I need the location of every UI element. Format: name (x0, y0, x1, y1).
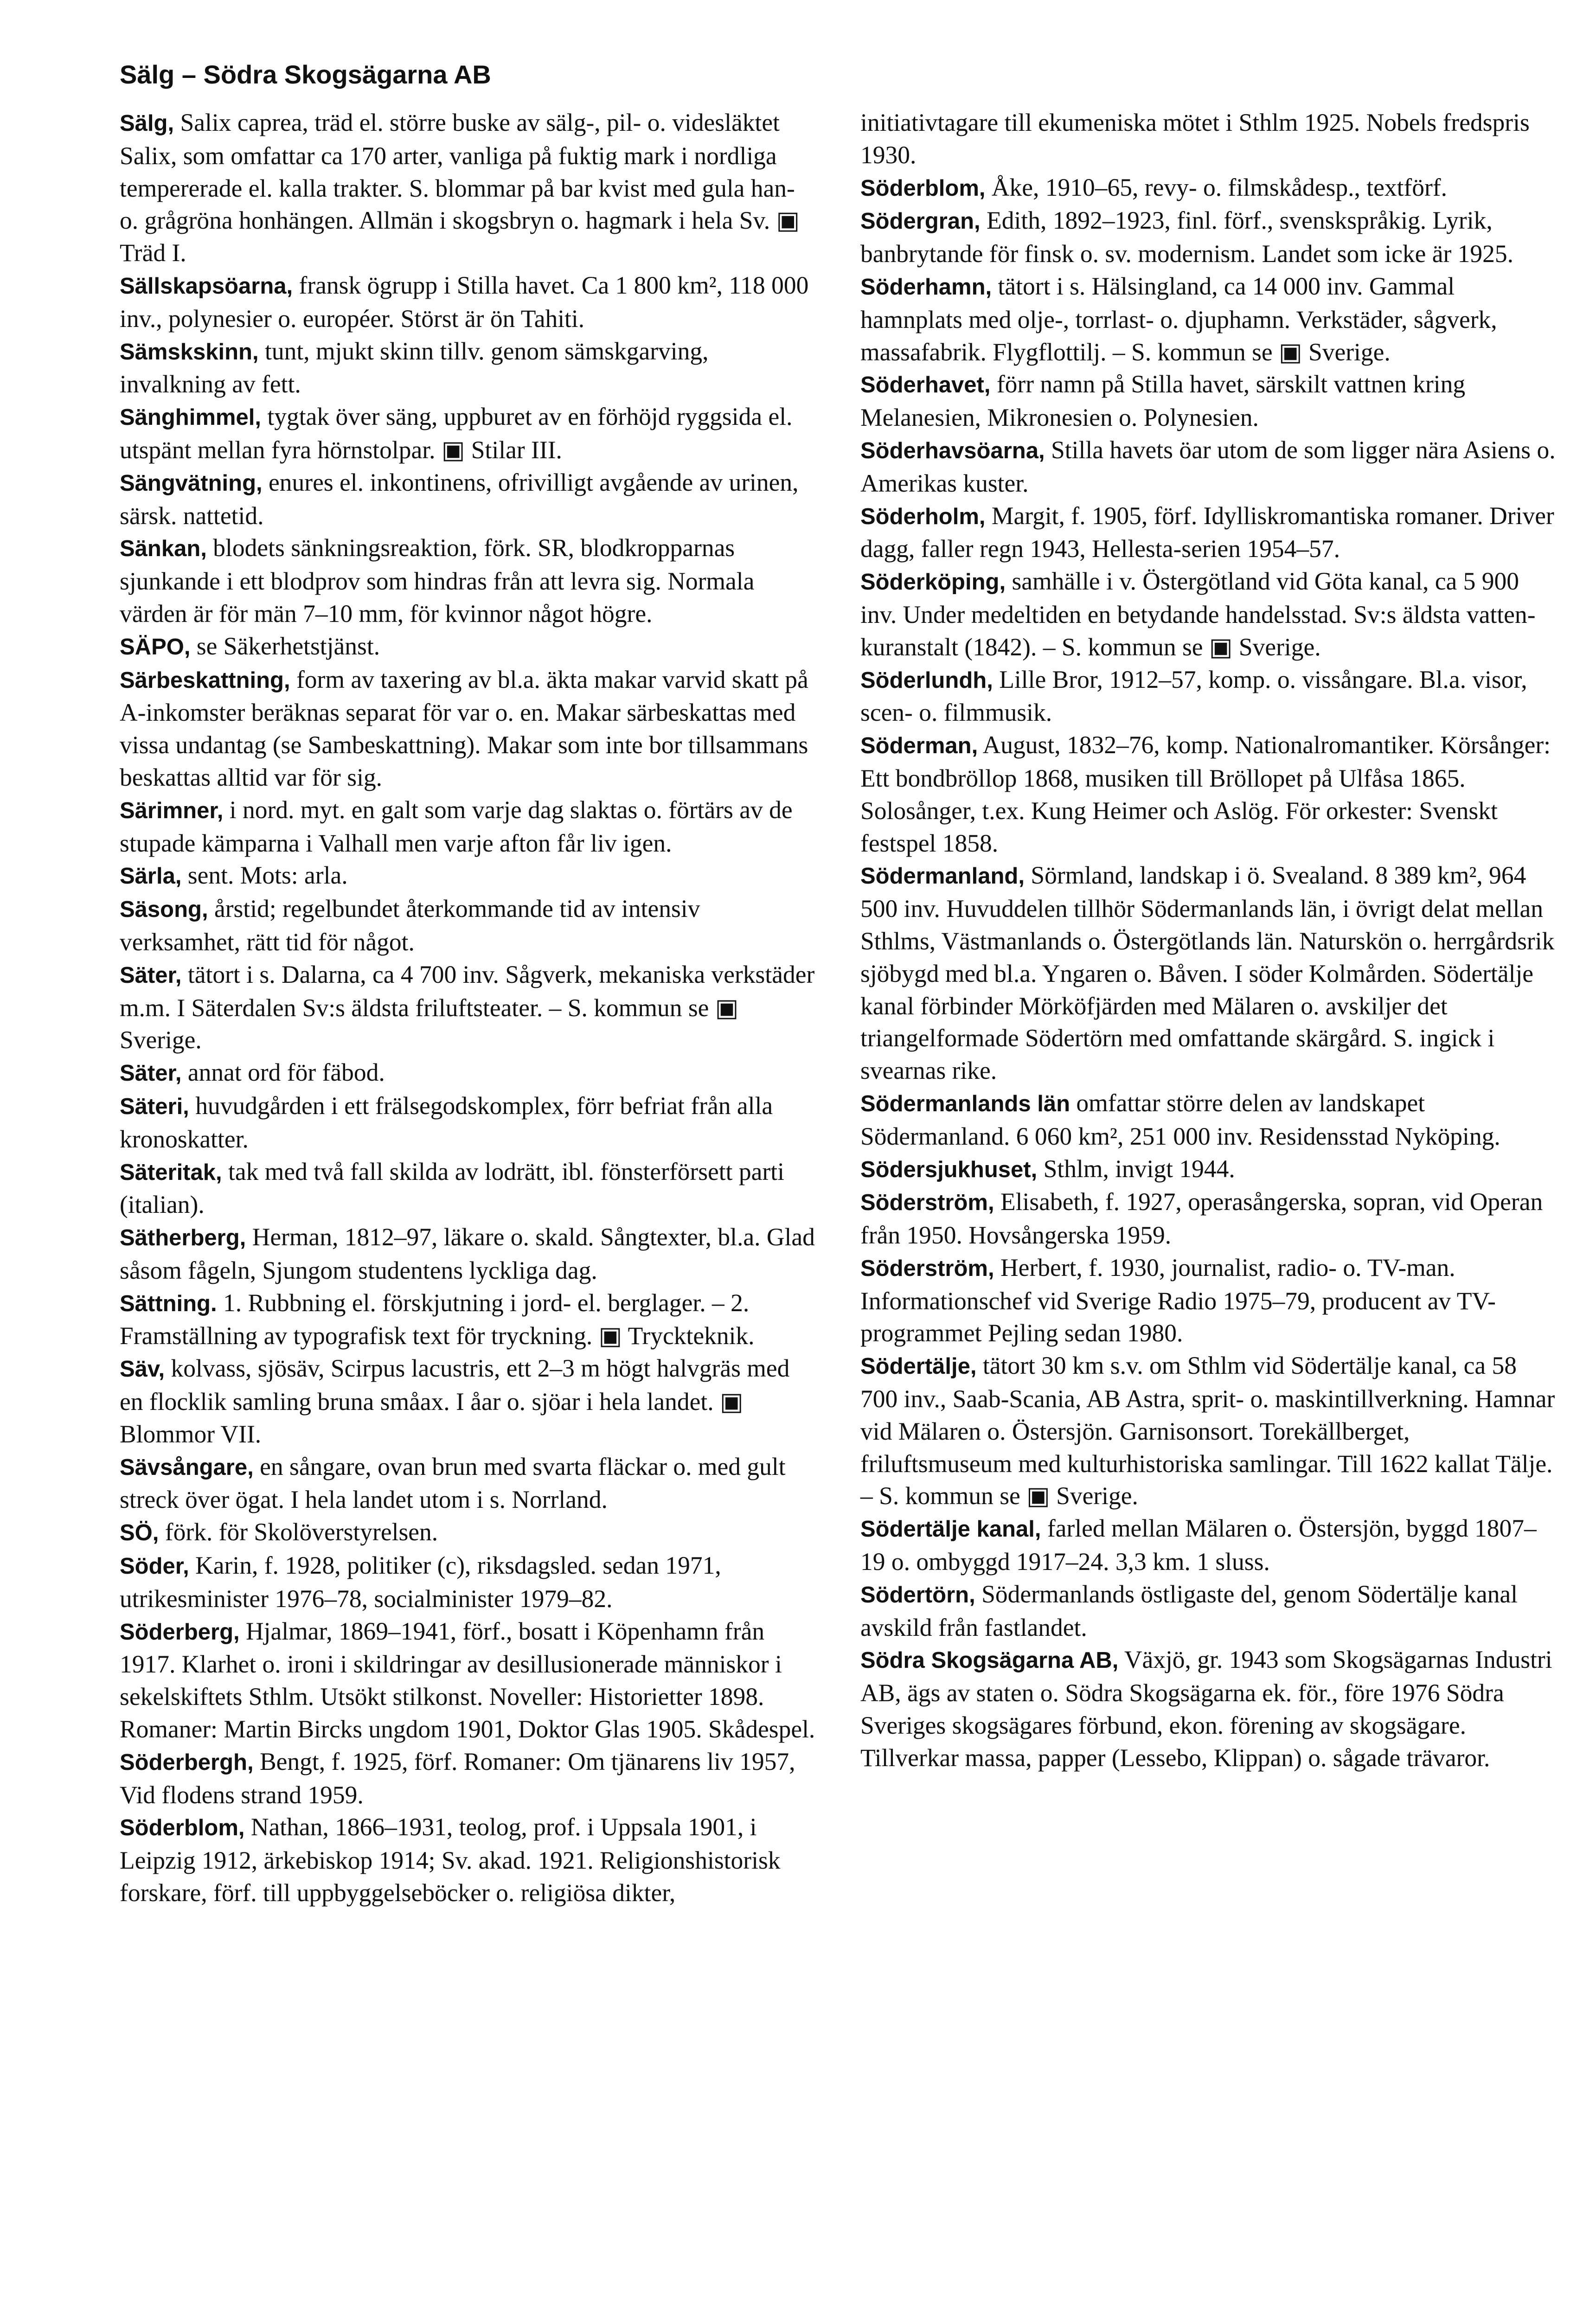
entry-headword: Söderberg, (120, 1619, 240, 1645)
dictionary-entry (120, 1811, 815, 1909)
dictionary-entry (860, 1350, 1556, 1512)
entry-headword: Sällskapsöarna, (120, 273, 293, 299)
dictionary-entry (120, 893, 815, 959)
dictionary-entry (860, 1186, 1556, 1252)
entry-text: Salix caprea, träd el. större buske av sälg-, pil- o. videsläktet Salix, som omfattar ca 170 arter, vanliga på fuktig mark i nordliga tempererade el. kalla trakter. S. blommar på bar kvist med gula han- o. grågröna honhängen. Allmän i skogsbryn o. hagmark i hela Sv. ▣ Träd I. (120, 109, 800, 267)
entry-text: huvudgården i ett frälsegodskomplex, förr befriat från alla kronoskatter. (120, 1091, 773, 1153)
dictionary-entry (120, 859, 815, 893)
dictionary-entry (860, 565, 1556, 663)
entry-headword: Söderström, (860, 1190, 994, 1216)
dictionary-entry (120, 467, 815, 532)
entry-text: Sörmland, landskap i ö. Svealand. 8 389 km², 964 500 inv. Huvuddelen tillhör Södermanlands län, i övrigt delat mellan Sthlms, Västmanlands o. Östergötlands län. Naturskön o. herrgårdsrik sjöbygd med bl.a. Yngaren o. Båven. I söder Kolmården. Södertälje kanal förbinder Mörköfjärden med Mälaren o. avskiljer det triangelformade Södertörn med omfattande skärgård. S. ingick i svearnas rike. (860, 861, 1555, 1085)
dictionary-entry (860, 859, 1556, 1087)
dictionary-entry (120, 1057, 815, 1090)
entry-text: enures el. inkontinens, ofrivilligt avgående av urinen, särsk. nattetid. (120, 468, 799, 530)
dictionary-entry (860, 729, 1556, 859)
entry-headword: Sänkan, (120, 536, 207, 562)
entry-headword: SÄPO, (120, 634, 191, 660)
entry-text: tunt, mjukt skinn tillv. genom sämskgarving, invalkning av fett. (120, 337, 709, 398)
entry-headword: Särbeskattning, (120, 667, 290, 693)
dictionary-entry (120, 401, 815, 467)
entry-text: initiativtagare till ekumeniska mötet i Sthlm 1925. Nobels fredspris 1930. (860, 109, 1530, 169)
entry-text: en sångare, ovan brun med svarta fläckar o. med gult streck över ögat. I hela landet utom i s. Norrland. (120, 1452, 786, 1514)
entry-text: Lille Bror, 1912–57, komp. o. vissångare. Bl.a. visor, scen- o. filmmusik. (860, 665, 1527, 727)
dictionary-entry (120, 959, 815, 1057)
dictionary-entry (860, 434, 1556, 500)
entry-headword: Söderköping, (860, 570, 1006, 595)
entry-text: fransk ögrupp i Stilla havet. Ca 1 800 km², 118 000 inv., polynesier o. européer. Störst är ön Tahiti. (120, 271, 809, 333)
entry-headword: Särla, (120, 864, 182, 889)
dictionary-entry (120, 107, 815, 269)
dictionary-entry (120, 1156, 815, 1222)
dictionary-entry (120, 269, 815, 335)
dictionary-entry (860, 172, 1556, 205)
entry-text: årstid; regelbundet återkommande tid av intensiv verksamhet, rätt tid för något. (120, 895, 700, 956)
entry-headword: Sängvätning, (120, 470, 263, 496)
entry-text: förk. för Skolöverstyrelsen. (159, 1518, 438, 1546)
entry-headword: Sänghimmel, (120, 405, 261, 430)
entry-text: samhälle i v. Östergötland vid Göta kanal, ca 5 900 inv. Under medeltiden en betydande handelsstad. Sv:s äldsta vattenkuranstalt (1842). – S. kommun se ▣ Sverige. (860, 567, 1536, 661)
entry-text: Hjalmar, 1869–1941, förf., bosatt i Köpenhamn från 1917. Klarhet o. ironi i skildringar av desillusionerade människor i sekelskiftets Sthlm. Utsökt stilkonst. Noveller: Historietter 1898. Romaner: Martin Bircks ungdom 1901, Doktor Glas 1905. Skådespel. (120, 1617, 815, 1743)
entry-text: Elisabeth, f. 1927, operasångerska, sopran, vid Operan från 1950. Hovsångerska 1959. (860, 1188, 1543, 1249)
dictionary-entry (860, 1252, 1556, 1350)
entry-text: Edith, 1892–1923, finl. förf., svenskspråkig. Lyrik, banbrytande för finsk o. sv. modernism. Landet som icke är 1925. (860, 206, 1514, 268)
entry-headword: Säsong, (120, 897, 208, 922)
entry-headword: Södertälje, (860, 1354, 977, 1379)
dictionary-entry (120, 1221, 815, 1287)
entry-headword: Söderblom, (120, 1815, 245, 1841)
dictionary-entry (860, 1153, 1556, 1186)
dictionary-entry (120, 1090, 815, 1156)
dictionary-entry (120, 335, 815, 401)
dictionary-entry (120, 630, 815, 664)
entry-text: Åke, 1910–65, revy- o. filmskådesp., textförf. (985, 173, 1448, 201)
dictionary-entry (860, 368, 1556, 434)
entry-headword: Södermanland, (860, 864, 1025, 889)
dictionary-entry (860, 205, 1556, 270)
entry-headword: Säv, (120, 1357, 165, 1382)
entry-text: Herbert, f. 1930, journalist, radio- o. TV-man. Informationschef vid Sverige Radio 1975–79, producent av TV-programmet Pejling sedan 1980. (860, 1253, 1496, 1347)
entry-text: omfattar större delen av landskapet Södermanland. 6 060 km², 251 000 inv. Residensstad Nyköping. (860, 1089, 1500, 1150)
entry-headword: Sävsångare, (120, 1454, 254, 1480)
entry-headword: Södertörn, (860, 1582, 975, 1608)
entry-headword: Söderlundh, (860, 667, 993, 693)
entry-text: sent. Mots: arla. (181, 861, 348, 890)
entry-text: se Säkerhetstjänst. (190, 632, 380, 660)
left-column (120, 107, 815, 1909)
entry-headword: Söderman, (860, 733, 978, 759)
entry-headword: Söderhavsöarna, (860, 438, 1045, 463)
entry-text: Bengt, f. 1925, förf. Romaner: Om tjänarens liv 1957, Vid flodens strand 1959. (120, 1747, 795, 1809)
dictionary-entry (860, 1644, 1556, 1774)
entry-headword: Söderhamn, (860, 274, 992, 300)
entry-headword: Säteritak, (120, 1160, 222, 1185)
entry-text: Växjö, gr. 1943 som Skogsägarnas Industri AB, ägs av staten o. Södra Skogsägarna ek. för., före 1976 Södra Sveriges skogsägares förbund, ekon. förening av skogsägare. Tillverkar massa, papper (Lessebo, Klippan) o. sågade trävaror. (860, 1646, 1552, 1772)
entry-text: Stilla havets öar utom de som ligger nära Asiens o. Amerikas kuster. (860, 436, 1556, 497)
entry-text: annat ord för fäbod. (181, 1058, 385, 1087)
entry-text: tätort i s. Dalarna, ca 4 700 inv. Sågverk, mekaniska verkstäder m.m. I Säterdalen Sv:s äldsta friluftsteater. – S. kommun se ▣ Sverige. (120, 960, 815, 1054)
entry-text: tätort 30 km s.v. om Sthlm vid Södertälje kanal, ca 58 700 inv., Saab-Scania, AB Astra, sprit- o. maskintillverkning. Hamnar vid Mälaren o. Östersjön. Garnisonsort. Torekällberget, friluftsmuseum med kulturhistoriska samlingar. Till 1622 kallat Tälje. – S. kommun se ▣ Sverige. (860, 1352, 1555, 1510)
dictionary-entry (860, 107, 1556, 172)
dictionary-entry (120, 1451, 815, 1517)
dictionary-entry (120, 664, 815, 794)
right-column (860, 107, 1556, 1774)
entry-text: i nord. myt. en galt som varje dag slaktas o. förtärs av de stupade kämparna i Valhall men varje afton får liv igen. (120, 795, 793, 857)
entry-text: 1. Rubbning el. förskjutning i jord- el. berglager. – 2. Framställning av typografisk text för tryckning. ▣ Tryckteknik. (120, 1288, 755, 1350)
entry-text: tygtak över säng, uppburet av en förhöjd ryggsida el. utspänt mellan fyra hörnstolpar. ▣ Stilar III. (120, 403, 793, 464)
entry-text: Herman, 1812–97, läkare o. skald. Sångtexter, bl.a. Glad såsom fågeln, Sjungom studentens lyckliga dag. (120, 1223, 815, 1284)
entry-headword: Särimner, (120, 798, 224, 823)
entry-text: Margit, f. 1905, förf. Idylliskromantiska romaner. Driver dagg, faller regn 1943, Hellesta-serien 1954–57. (860, 501, 1554, 563)
entry-text: tätort i s. Hälsingland, ca 14 000 inv. Gammal hamnplats med olje-, torrlast- o. djuphamn. Verkstäder, sågverk, massafabrik. Flygflottilj. – S. kommun se ▣ Sverige. (860, 272, 1497, 366)
dictionary-entry (860, 270, 1556, 368)
entry-headword: Sätherberg, (120, 1225, 246, 1251)
entry-headword: Säteri, (120, 1094, 189, 1119)
entry-text: Nathan, 1866–1931, teolog, prof. i Uppsala 1901, i Leipzig 1912, ärkebiskop 1914; Sv. akad. 1921. Religionshistorisk forskare, förf. till uppbyggelseböcker o. religiösa dikter, (120, 1813, 781, 1907)
entry-text: tak med två fall skilda av lodrätt, ibl. fönsterförsett parti (italian). (120, 1157, 784, 1219)
entry-headword: Sättning. (120, 1291, 217, 1316)
entry-headword: Söder, (120, 1554, 189, 1579)
dictionary-entry (120, 1516, 815, 1550)
entry-text: Södermanlands östligaste del, genom Södertälje kanal avskild från fastlandet. (860, 1580, 1518, 1641)
dictionary-entry (860, 664, 1556, 730)
dictionary-entry (120, 1287, 815, 1353)
entry-headword: Södermanlands län (860, 1091, 1070, 1116)
dictionary-entry (120, 532, 815, 630)
entry-headword: Säter, (120, 1061, 182, 1086)
entry-headword: Södersjukhuset, (860, 1157, 1038, 1182)
entry-text: kolvass, sjösäv, Scirpus lacustris, ett 2–3 m högt halvgräs med en flocklik samling bruna småax. I åar o. sjöar i hela landet. ▣ Blommor VII. (120, 1354, 790, 1448)
entry-headword: Sämskskinn, (120, 339, 259, 365)
dictionary-entry (120, 1352, 815, 1450)
dictionary-entry (120, 794, 815, 860)
entry-headword: SÖ, (120, 1520, 159, 1546)
entry-text: förr namn på Stilla havet, särskilt vattnen kring Melanesien, Mikronesien o. Polynesien. (860, 370, 1466, 432)
dictionary-entry (120, 1615, 815, 1746)
entry-headword: Söderblom, (860, 175, 986, 201)
dictionary-entry (860, 1578, 1556, 1644)
entry-headword: Södergran, (860, 209, 981, 234)
entry-text: farled mellan Mälaren o. Östersjön, byggd 1807–19 o. ombyggd 1917–24. 3,3 km. 1 sluss. (860, 1514, 1537, 1576)
entry-headword: Söderbergh, (120, 1749, 254, 1775)
entry-headword: Södra Skogsägarna AB, (860, 1648, 1119, 1673)
dictionary-entry (120, 1746, 815, 1812)
dictionary-entry (860, 1087, 1556, 1153)
entry-text: August, 1832–76, komp. Nationalromantiker. Körsånger: Ett bondbröllop 1868, musiken till Bröllopet på Ulfåsa 1865. Solosånger, t.ex. Kung Heimer och Aslög. För orkester: Svenskt festspel 1858. (860, 731, 1551, 857)
entry-headword: Söderström, (860, 1256, 994, 1281)
entry-headword: Södertälje kanal, (860, 1517, 1041, 1542)
entry-text: Sthlm, invigt 1944. (1037, 1154, 1235, 1183)
entry-text: form av taxering av bl.a. äkta makar varvid skatt på A-inkomster beräknas separat för var o. en. Makar särbeskattas med vissa undantag (se Sambeskattning). Makar som inte bor tillsammans beskattas alltid var för sig. (120, 665, 808, 791)
entry-text: Karin, f. 1928, politiker (c), riksdagsled. sedan 1971, utrikesminister 1976–78, socialminister 1979–82. (120, 1551, 721, 1613)
running-head: Sälg – Södra Skogsägarna AB (120, 60, 491, 89)
entry-text: blodets sänkningsreaktion, förk. SR, blodkropparnas sjunkande i ett blodprov som hindras från att levra sig. Normala värden är för män 7–10 mm, för kvinnor något högre. (120, 534, 755, 628)
entry-headword: Säter, (120, 962, 182, 988)
dictionary-entry (860, 1512, 1556, 1578)
entry-headword: Sälg, (120, 111, 174, 136)
dictionary-entry (120, 1550, 815, 1615)
entry-headword: Söderhavet, (860, 372, 991, 398)
dictionary-entry (860, 500, 1556, 566)
entry-headword: Söderholm, (860, 504, 986, 529)
